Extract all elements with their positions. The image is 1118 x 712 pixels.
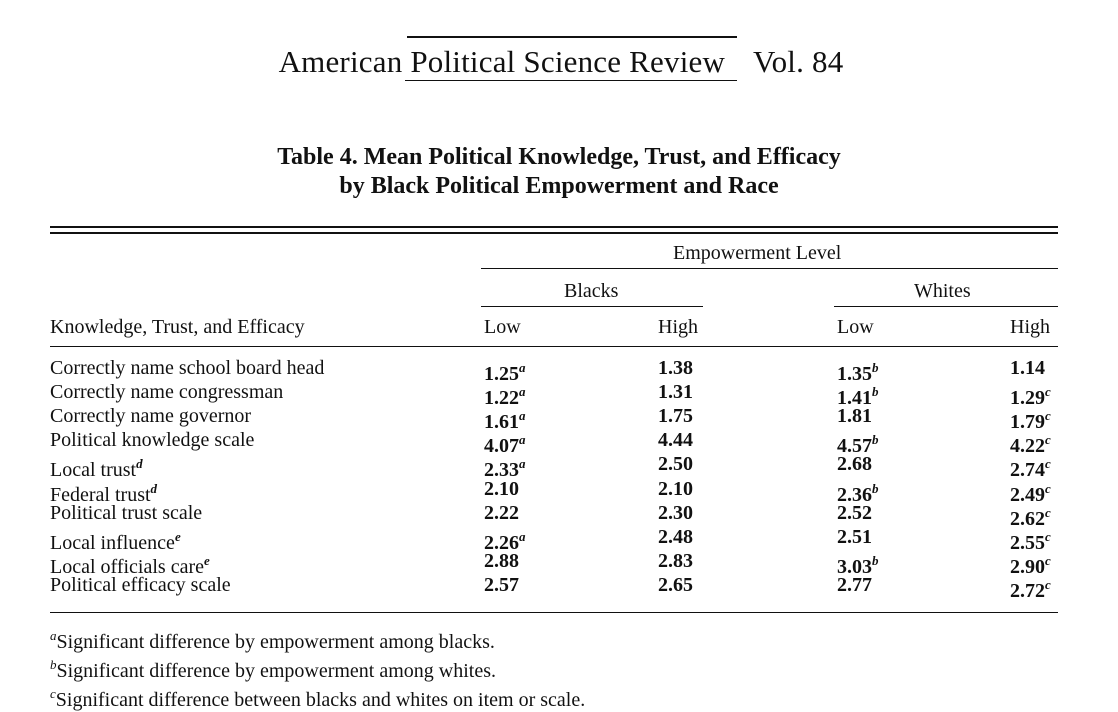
cell-footnote-mark: c — [1045, 408, 1051, 424]
cell-footnote-mark: c — [1045, 432, 1051, 448]
cell-value: 2.62 — [1010, 507, 1045, 530]
row-label-text: Federal trust — [50, 483, 151, 506]
row-label-footnote-mark: e — [174, 528, 181, 544]
cell-value: 1.25 — [484, 363, 519, 385]
row-header: Knowledge, Trust, and Efficacy — [50, 316, 305, 338]
cell-value: 1.38 — [658, 357, 693, 379]
bottom-rule — [50, 612, 1058, 613]
footnote — [50, 624, 495, 654]
cell-value: 3.03 — [837, 555, 872, 578]
row-label-footnote-mark: d — [136, 456, 143, 472]
row-label-text: Local influence — [50, 531, 175, 554]
col-head-whites-low: Low — [837, 316, 874, 338]
spanner-heading: Empowerment Level — [673, 242, 842, 264]
cell-footnote-mark: a — [519, 456, 526, 472]
cell-value: 4.07 — [484, 435, 519, 458]
journal-name: American Political Science Review — [275, 44, 737, 79]
footnote-mark: a — [50, 628, 57, 643]
row-label-footnote-mark: d — [150, 480, 158, 496]
row-label — [50, 356, 324, 380]
row-label — [50, 380, 283, 404]
cell-value: 2.50 — [658, 453, 693, 476]
table-cell — [658, 501, 693, 525]
table-cell — [837, 404, 872, 428]
cell-footnote-mark: c — [1045, 384, 1051, 400]
journal-volume: Vol. 84 — [753, 44, 844, 79]
group-heading-blacks: Blacks — [564, 280, 619, 302]
cell-value: 2.52 — [837, 501, 872, 524]
cell-value: 1.79 — [1010, 411, 1045, 434]
top-rule-2 — [50, 232, 1058, 234]
row-label — [50, 573, 231, 597]
row-label — [50, 501, 202, 525]
row-label-text: Local trust — [50, 459, 137, 482]
table-cell — [484, 573, 519, 597]
cell-value: 1.41 — [837, 387, 872, 410]
col-head-blacks-high: High — [658, 316, 698, 338]
table-cell — [658, 573, 693, 597]
cell-value: 1.61 — [484, 411, 519, 434]
row-label-footnote-mark: e — [203, 552, 210, 568]
footnote-text: Significant difference by empowerment among blacks. — [56, 631, 495, 653]
cell-value: 2.36 — [837, 483, 872, 506]
table-cell — [658, 404, 693, 428]
cell-footnote-mark: b — [872, 360, 879, 375]
row-label-text: Political trust scale — [50, 501, 203, 524]
cell-value: 2.88 — [484, 549, 519, 572]
cell-footnote-mark: c — [1045, 576, 1051, 592]
cell-footnote-mark: a — [519, 528, 526, 544]
table-cell — [658, 428, 693, 452]
table-cell — [484, 477, 519, 501]
cell-value: 1.14 — [1010, 357, 1045, 379]
cell-footnote-mark: b — [872, 432, 879, 448]
row-label-text: Political knowledge scale — [50, 429, 255, 452]
cell-value: 4.57 — [837, 435, 872, 458]
cell-value: 1.31 — [658, 381, 693, 404]
cell-value: 2.77 — [837, 573, 872, 596]
table-cell — [837, 452, 872, 476]
table-title — [0, 143, 1118, 201]
cell-value: 1.29 — [1010, 387, 1045, 410]
footnote-text: Significant difference by empowerment among whites. — [56, 660, 497, 682]
table-cell — [658, 452, 693, 476]
cell-footnote-mark: b — [872, 384, 879, 400]
cell-footnote-mark: c — [1045, 456, 1051, 472]
cell-value: 2.49 — [1010, 483, 1045, 506]
journal-overline — [407, 36, 737, 38]
cell-footnote-mark: a — [519, 408, 526, 424]
table-cell — [484, 549, 519, 573]
cell-footnote-mark: c — [1045, 552, 1051, 568]
cell-value: 1.75 — [658, 405, 693, 428]
row-label-text: Political efficacy scale — [50, 573, 231, 596]
row-label-text: Correctly name school board head — [50, 357, 325, 379]
table-cell — [1010, 356, 1045, 380]
footnote-mark: b — [50, 657, 57, 672]
cell-footnote-mark: a — [519, 360, 526, 375]
table-cell — [658, 525, 693, 549]
footnote — [50, 682, 585, 712]
row-label-text: Local officials care — [50, 555, 204, 578]
footnote-text: Significant difference between blacks and whites on item or scale. — [55, 689, 586, 711]
row-label — [50, 428, 254, 452]
table-cell — [658, 549, 693, 573]
cell-value: 2.48 — [658, 525, 693, 548]
cell-value: 2.30 — [658, 501, 693, 524]
row-label-text: Correctly name governor — [50, 405, 252, 428]
row-label — [50, 404, 251, 428]
footnote-mark: c — [50, 686, 56, 701]
table-title-line-2: by Black Political Empowerment and Race — [339, 173, 779, 199]
col-head-whites-high: High — [1010, 316, 1050, 338]
group-heading-whites: Whites — [914, 280, 971, 302]
footnote — [50, 653, 496, 683]
cell-footnote-mark: c — [1045, 528, 1051, 544]
header-rule — [50, 346, 1058, 347]
journal-underline — [405, 80, 737, 81]
table-title-line-1: Table 4. Mean Political Knowledge, Trust, and Efficacy — [277, 144, 841, 170]
group-rule-whites — [834, 306, 1058, 307]
table-cell — [837, 525, 872, 549]
cell-value: 2.26 — [484, 531, 519, 554]
row-label-text: Correctly name congressman — [50, 381, 284, 404]
cell-value: 4.44 — [658, 429, 693, 452]
cell-value: 2.68 — [837, 453, 872, 476]
cell-value: 2.22 — [484, 501, 519, 524]
cell-value: 2.83 — [658, 549, 693, 572]
cell-value: 1.81 — [837, 405, 872, 428]
table-cell — [658, 356, 693, 380]
cell-value: 2.33 — [484, 459, 519, 482]
cell-value: 2.51 — [837, 525, 872, 548]
cell-footnote-mark: b — [872, 552, 879, 568]
spanner-rule — [481, 268, 1058, 269]
cell-value: 2.57 — [484, 573, 519, 596]
cell-footnote-mark: c — [1045, 480, 1051, 496]
cell-footnote-mark: a — [519, 432, 526, 448]
cell-footnote-mark: c — [1045, 504, 1051, 520]
cell-value: 2.90 — [1010, 555, 1045, 578]
table-cell — [658, 380, 693, 404]
table-cell — [837, 501, 872, 525]
group-rule-blacks — [481, 306, 703, 307]
cell-value: 2.10 — [484, 477, 519, 500]
table-cell — [1010, 573, 1051, 603]
running-header — [0, 44, 1118, 80]
top-rule-1 — [50, 226, 1058, 228]
table-cell — [837, 573, 872, 597]
cell-footnote-mark: a — [519, 384, 526, 400]
col-head-blacks-low: Low — [484, 316, 521, 338]
cell-value: 4.22 — [1010, 435, 1045, 458]
cell-value: 2.72 — [1010, 579, 1045, 602]
cell-footnote-mark: b — [872, 480, 879, 496]
cell-value: 2.65 — [658, 573, 693, 596]
cell-value: 1.35 — [837, 363, 872, 385]
cell-value: 2.55 — [1010, 531, 1045, 554]
table-cell — [484, 501, 519, 525]
cell-value: 1.22 — [484, 387, 519, 410]
cell-value: 2.74 — [1010, 459, 1045, 482]
cell-value: 2.10 — [658, 477, 693, 500]
table-cell — [658, 477, 693, 501]
